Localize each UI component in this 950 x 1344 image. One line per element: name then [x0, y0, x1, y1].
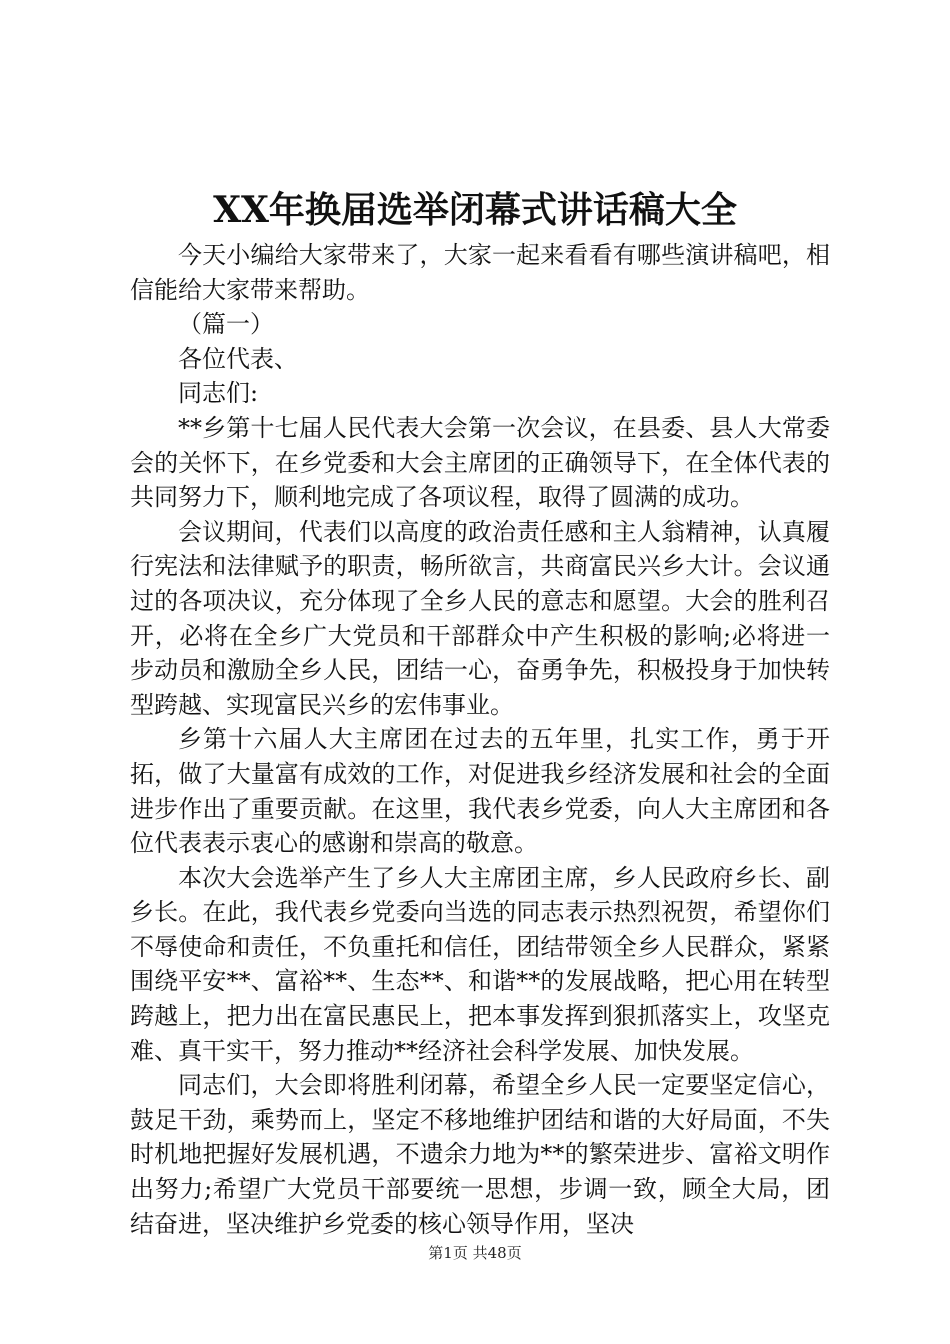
page-footer: 第1页 共48页	[428, 1244, 522, 1262]
paragraph-intro: 今天小编给大家带来了，大家一起来看看有哪些演讲稿吧，相信能给大家带来帮助。	[130, 241, 830, 304]
paragraph-body: **乡第十七届人民代表大会第一次会议，在县委、县人大常委会的关怀下，在乡党委和大会主席团的正确领导下，在全体代表的共同努力下，顺利地完成了各项议程，取得了圆满的成功。	[130, 413, 830, 512]
paragraph-salutation-delegates: 各位代表、	[178, 344, 298, 373]
document-title: XX年换届选举闭幕式讲话稿大全	[213, 189, 737, 231]
paragraph-body: 同志们，大会即将胜利闭幕，希望全乡人民一定要坚定信心，鼓足干劲，乘势而上，坚定不移地维护团结和谐的大好局面，不失时机地把握好发展机遇，不遗余力地为**的繁荣进步、富裕文明作出努力;希望广大党员干部要统一思想，步调一致，顾全大局，团结奋进，坚决维护乡党委的核心领导作用，坚决	[130, 1071, 830, 1238]
paragraph-body: 会议期间，代表们以高度的政治责任感和主人翁精神，认真履行宪法和法律赋予的职责，畅所欲言，共商富民兴乡大计。会议通过的各项决议，充分体现了全乡人民的意志和愿望。大会的胜利召开，必将在全乡广大党员和干部群众中产生积极的影响;必将进一步动员和激励全乡人民，团结一心，奋勇争先，积极投身于加快转型跨越、实现富民兴乡的宏伟事业。	[130, 517, 830, 719]
paragraph-body: 乡第十六届人大主席团在过去的五年里，扎实工作，勇于开拓，做了大量富有成效的工作，对促进我乡经济发展和社会的全面进步作出了重要贡献。在这里，我代表乡党委，向人大主席团和各位代表表示衷心的感谢和崇高的敬意。	[130, 725, 830, 858]
paragraph-body: 本次大会选举产生了乡人大主席团主席，乡人民政府乡长、副乡长。在此，我代表乡党委向当选的同志表示热烈祝贺，希望你们不辱使命和责任，不负重托和信任，团结带领全乡人民群众，紧紧围绕平安**、富裕**、生态**、和谐**的发展战略，把心用在转型跨越上，把力出在富民惠民上，把本事发挥到狠抓落实上，攻坚克难、真干实干，努力推动**经济社会科学发展、加快发展。	[130, 863, 830, 1065]
paragraph-salutation-comrades: 同志们:	[178, 379, 259, 408]
paragraph-section-label: （篇一）	[178, 310, 274, 339]
document-body	[130, 238, 830, 1241]
